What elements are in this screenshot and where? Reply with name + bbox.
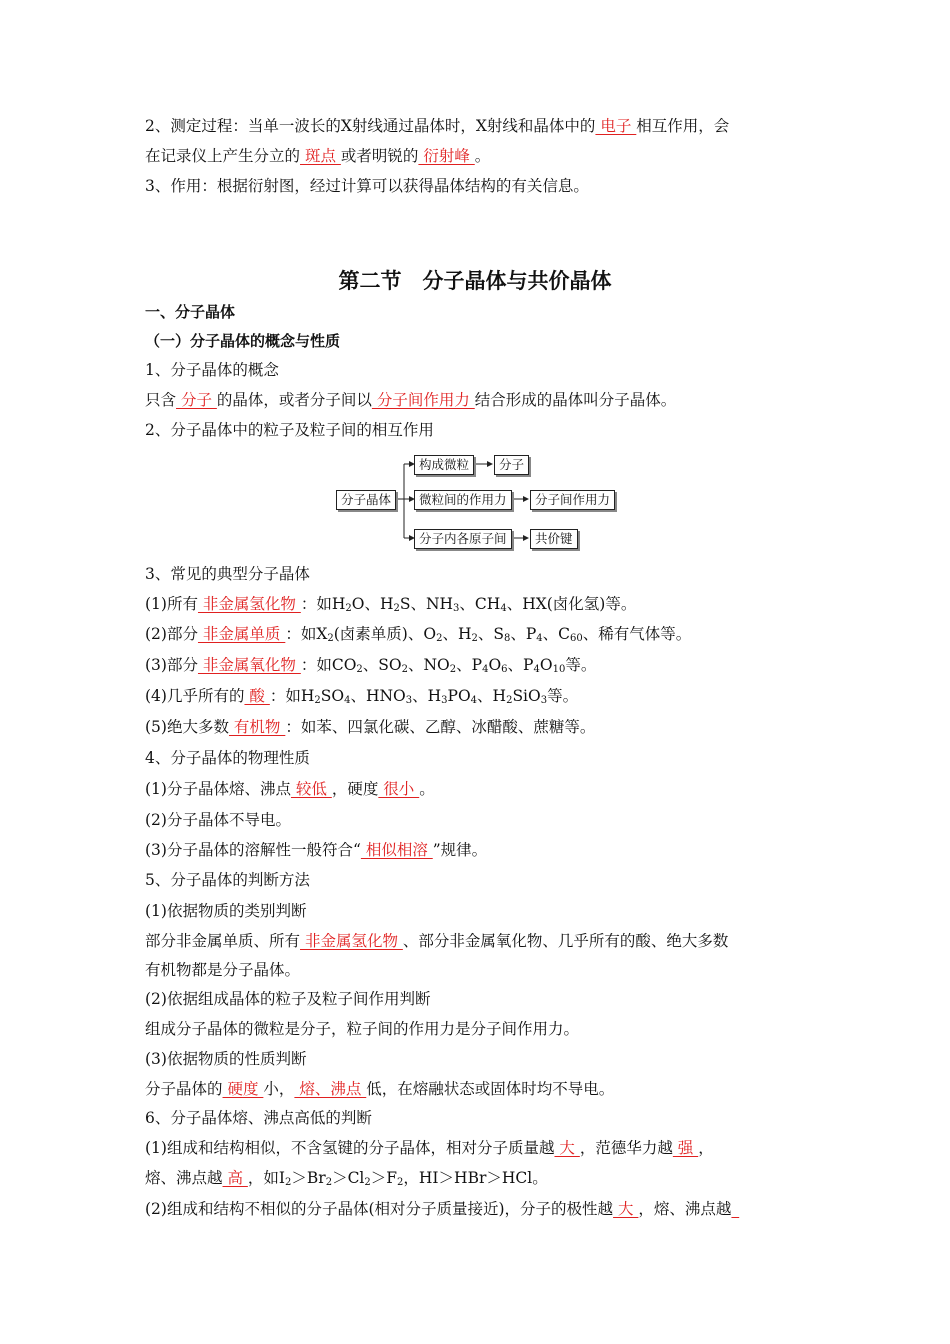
item-melting-judgment: 6、分子晶体熔、沸点高低的判断 bbox=[145, 1109, 372, 1127]
answer-acid: 酸 bbox=[244, 687, 270, 705]
answer-diffraction-peak: 衍射峰 bbox=[418, 147, 475, 165]
diagram-box-intramolecular: 分子内各原子间 bbox=[414, 529, 512, 549]
paragraph-category-detail: 部分非金属单质、所有 非金属氢化物 、部分非金属氧化物、几乎所有的酸、绝大多数 bbox=[145, 932, 729, 950]
paragraph-melting: (1)分子晶体熔、沸点 较低 ，硬度 很小 。 bbox=[145, 780, 435, 798]
paragraph-solubility: (3)分子晶体的溶解性一般符合“ 相似相溶 ”规律。 bbox=[145, 841, 488, 859]
paragraph-hydrides: (1)所有 非金属氢化物 ：如$H_2O$、$H_2S$、$NH_3$、$CH_4$、HX(卤化氢)等。 bbox=[145, 595, 637, 614]
answer-like-dissolves-like: 相似相溶 bbox=[360, 841, 433, 859]
answer-electron: 电子 bbox=[595, 117, 637, 135]
answer-strong: 强 bbox=[672, 1139, 699, 1157]
answer-high: 高 bbox=[222, 1169, 248, 1187]
item-physical-properties: 4、分子晶体的物理性质 bbox=[145, 749, 310, 767]
paragraph-organics: (5)绝大多数 有机物 ：如苯、四氯化碳、乙醇、冰醋酸、蔗糖等。 bbox=[145, 718, 596, 736]
answer-large-2: 大 bbox=[613, 1200, 639, 1218]
paragraph-similar-structure-cont: 熔、沸点越 高 ，如$I_2>Br_2>Cl_2>F_2$，HI＞HBr＞HCl。 bbox=[145, 1169, 548, 1188]
answer-melting-boiling: 熔、沸点 bbox=[294, 1080, 367, 1098]
answer-nonmetal-hydride-2: 非金属氢化物 bbox=[300, 932, 403, 950]
item-typical: 3、常见的典型分子晶体 bbox=[145, 565, 310, 583]
answer-nonmetal-element: 非金属单质 bbox=[197, 625, 286, 643]
paragraph-xray-use: 3、作用：根据衍射图，经过计算可以获得晶体结构的有关信息。 bbox=[145, 177, 589, 195]
diagram-box-particles: 构成微粒 bbox=[414, 455, 474, 475]
item-judgment: 5、分子晶体的判断方法 bbox=[145, 871, 310, 889]
paragraph-nonconductive: (2)分子晶体不导电。 bbox=[145, 811, 291, 829]
paragraph-by-particles: (2)依据组成晶体的粒子及粒子间作用判断 bbox=[145, 990, 431, 1008]
answer-molecule: 分子 bbox=[176, 391, 217, 409]
diagram-box-covalent-bond: 共价键 bbox=[530, 529, 578, 549]
paragraph-by-category: (1)依据物质的类别判断 bbox=[145, 902, 307, 920]
answer-large: 大 bbox=[554, 1139, 580, 1157]
answer-nonmetal-oxide: 非金属氧化物 bbox=[197, 656, 301, 674]
paragraph-oxides: (3)部分 非金属氧化物 ：如$CO_2$、$SO_2$、$NO_2$、$P_4O_6$、$P_4O_{10}$等。 bbox=[145, 656, 597, 675]
paragraph-dissimilar-structure: (2)组成和结构不相似的分子晶体(相对分子质量接近)，分子的极性越 大 ，熔、沸点越 bbox=[145, 1199, 850, 1219]
paragraph-definition: 只含 分子 的晶体，或者分子间以 分子间作用力 结合形成的晶体叫分子晶体。 bbox=[145, 391, 677, 409]
answer-lower: 较低 bbox=[290, 780, 332, 798]
paragraph-properties-detail: 分子晶体的 硬度 小， 熔、沸点 低，在熔融状态或固体时均不导电。 bbox=[145, 1080, 615, 1098]
answer-blank-trailing bbox=[731, 1200, 739, 1218]
diagram-box-molecule: 分子 bbox=[494, 455, 529, 475]
paragraph-by-properties: (3)依据物质的性质判断 bbox=[145, 1050, 307, 1068]
diagram-box-intermolecular-force: 分子间作用力 bbox=[530, 490, 615, 510]
section-title: 第二节 分子晶体与共价晶体 bbox=[338, 269, 612, 293]
paragraph-xray-process: 2、测定过程：当单一波长的X射线通过晶体时，X射线和晶体中的 电子 相互作用，会 bbox=[145, 117, 730, 135]
diagram-box-interparticle-force: 微粒间的作用力 bbox=[414, 490, 512, 510]
answer-spots: 斑点 bbox=[300, 147, 341, 165]
answer-hardness: 硬度 bbox=[222, 1080, 264, 1098]
diagram-root-box: 分子晶体 bbox=[336, 490, 396, 510]
paragraph-similar-structure: (1)组成和结构相似，不含氢键的分子晶体，相对分子质量越 大 ，范德华力越 强 ， bbox=[145, 1139, 714, 1157]
answer-intermolecular-force: 分子间作用力 bbox=[371, 391, 475, 409]
paragraph-acids: (4)几乎所有的 酸 ：如$H_2SO_4$、$HNO_3$、$H_3PO_4$、$H_2SiO_3$等。 bbox=[145, 687, 579, 706]
answer-nonmetal-hydride: 非金属氢化物 bbox=[197, 595, 301, 613]
paragraph-particles-detail: 组成分子晶体的微粒是分子，粒子间的作用力是分子间作用力。 bbox=[145, 1020, 580, 1038]
paragraph-elements: (2)部分 非金属单质 ：如$X_2$(卤素单质)、$O_2$、$H_2$、$S_8$、$P_4$、$C_{60}$、稀有气体等。 bbox=[145, 625, 692, 644]
paragraph-category-detail-cont: 有机物都是分子晶体。 bbox=[145, 961, 301, 979]
heading-molecular-crystal: 一、分子晶体 bbox=[145, 303, 236, 321]
item-concept: 1、分子晶体的概念 bbox=[145, 361, 279, 379]
structure-diagram bbox=[336, 452, 626, 552]
subheading-concept: （一）分子晶体的概念与性质 bbox=[145, 332, 341, 350]
answer-very-small: 很小 bbox=[378, 780, 420, 798]
answer-organic: 有机物 bbox=[228, 718, 286, 736]
item-particles: 2、分子晶体中的粒子及粒子间的相互作用 bbox=[145, 421, 434, 439]
paragraph-xray-process-cont: 在记录仪上产生分立的 斑点 或者明锐的 衍射峰 。 bbox=[145, 147, 491, 165]
